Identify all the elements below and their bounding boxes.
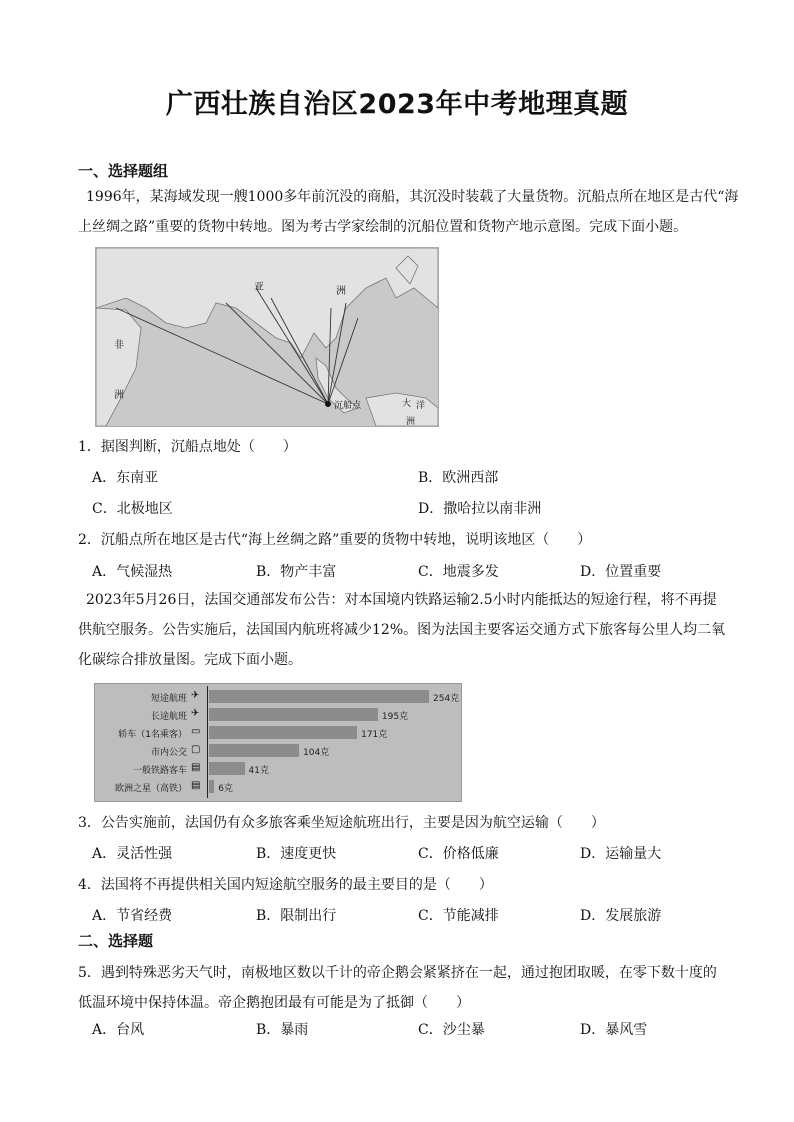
map-drawing [96, 248, 438, 426]
chart-axis [207, 686, 208, 798]
section-heading-1: 一、选择题组 [78, 162, 169, 180]
chart-data-label: 104克 [303, 748, 330, 758]
question-3: 3．公告实施前，法国仍有众多旅客乘坐短途航班出行，主要是因为航空运输（ ） [78, 815, 605, 831]
q3-option-b[interactable]: B．速度更快 [256, 846, 337, 862]
chart-category-label: 长途航班 [150, 712, 187, 722]
shipwreck-map-figure [95, 247, 439, 427]
map-label-oceania-2: 洋 [416, 401, 426, 411]
q3-option-a[interactable]: A．灵活性强 [92, 846, 173, 862]
q1-option-c[interactable]: C．北极地区 [92, 501, 173, 517]
passage-2 [78, 585, 748, 675]
co2-emission-chart [94, 683, 462, 802]
q1-option-d[interactable]: D．撒哈拉以南非洲 [418, 501, 542, 517]
chart-category-label: 市内公交 [150, 748, 187, 758]
shipwreck-point-marker [325, 401, 331, 407]
passage-1-line: 上丝绸之路”重要的货物中转地。图为考古学家绘制的沉船位置和货物产地示意图。完成下面小题。 [78, 219, 688, 235]
chart-data-label: 41克 [248, 766, 269, 776]
q5-option-c[interactable]: C．沙尘暴 [418, 1022, 485, 1038]
chart-bar [209, 726, 357, 739]
transport-icon: ▤ [191, 762, 201, 773]
question-2: 2．沉船点所在地区是古代“海上丝绸之路”重要的货物中转地，说明该地区（ ） [78, 532, 592, 548]
q1-option-a[interactable]: A．东南亚 [92, 470, 159, 486]
question-5 [78, 958, 748, 1018]
passage-2-line: 化碳综合排放量图。完成下面小题。 [78, 652, 302, 668]
chart-bar [209, 744, 299, 757]
question-5-line: 5．遇到特殊恶劣天气时，南极地区数以千计的帝企鹅会紧紧挤在一起，通过抱团取暖，在零下数十度的 [78, 965, 717, 981]
q5-option-a[interactable]: A．台风 [92, 1022, 145, 1038]
q4-option-c[interactable]: C．节能减排 [418, 908, 499, 924]
map-label-asia-1: 亚 [254, 282, 264, 293]
q2-option-d[interactable]: D．位置重要 [580, 564, 662, 580]
chart-category-label: 轿车（1名乘客） [118, 730, 187, 740]
chart-data-label: 254克 [433, 694, 460, 704]
q1-option-b[interactable]: B．欧洲西部 [418, 470, 499, 486]
map-label-africa-2: 洲 [114, 390, 124, 401]
transport-icon: ▤ [191, 780, 201, 791]
chart-bar [209, 708, 378, 721]
passage-2-line: 供航空服务。公告实施后，法国国内航班将减少12%。图为法国主要客运交通方式下旅客每公里人均二氧 [78, 622, 726, 638]
chart-bar [209, 780, 214, 793]
map-label-africa-1: 非 [114, 340, 124, 351]
map-label-asia-2: 洲 [336, 286, 346, 297]
q4-option-b[interactable]: B．限制出行 [256, 908, 337, 924]
passage-2-line: 2023年5月26日，法国交通部发布公告：对本国境内铁路运输2.5小时内能抵达的短途行程，将不再提 [86, 592, 717, 608]
q4-option-a[interactable]: A．节省经费 [92, 908, 173, 924]
passage-1 [78, 182, 748, 242]
question-5-line: 低温环境中保持体温。帝企鹅抱团最有可能是为了抵御（ ） [78, 995, 470, 1011]
q3-option-c[interactable]: C．价格低廉 [418, 846, 499, 862]
question-4: 4．法国将不再提供相关国内短途航空服务的最主要目的是（ ） [78, 877, 493, 893]
map-label-oceania-1: 大 [402, 399, 412, 409]
q5-option-b[interactable]: B．暴雨 [256, 1022, 309, 1038]
q3-option-d[interactable]: D．运输量大 [580, 846, 662, 862]
q2-option-a[interactable]: A．气候湿热 [92, 564, 173, 580]
transport-icon: ▢ [191, 744, 201, 755]
chart-category-label: 短途航班 [150, 694, 187, 704]
page-title: 广西壮族自治区2023年中考地理真题 [165, 89, 629, 120]
chart-bar [209, 690, 429, 703]
chart-bar [209, 762, 245, 775]
chart-data-label: 195克 [381, 712, 409, 722]
q4-option-d[interactable]: D．发展旅游 [580, 908, 662, 924]
q2-option-c[interactable]: C．地震多发 [418, 564, 499, 580]
chart-category-label: 欧洲之星（高铁） [114, 784, 187, 794]
q2-option-b[interactable]: B．物产丰富 [256, 564, 337, 580]
chart-category-label: 一般铁路客车 [132, 766, 187, 776]
chart-data-label: 171克 [361, 730, 388, 740]
passage-1-line: 1996年，某海域发现一艘1000多年前沉没的商船，其沉没时装载了大量货物。沉船点所在地区是古代“海 [86, 189, 739, 205]
transport-icon: ▭ [191, 726, 201, 737]
chart-data-label: 6克 [218, 784, 233, 794]
transport-icon: ✈ [191, 708, 200, 719]
map-label-oceania-3: 洲 [406, 417, 416, 427]
map-label-shipwreck: 沉船点 [334, 401, 362, 411]
transport-icon: ✈ [191, 690, 200, 701]
section-heading-2: 二、选择题 [78, 932, 154, 950]
question-1: 1．据图判断，沉船点地处（ ） [78, 439, 297, 455]
q5-option-d[interactable]: D．暴风雪 [580, 1022, 648, 1038]
